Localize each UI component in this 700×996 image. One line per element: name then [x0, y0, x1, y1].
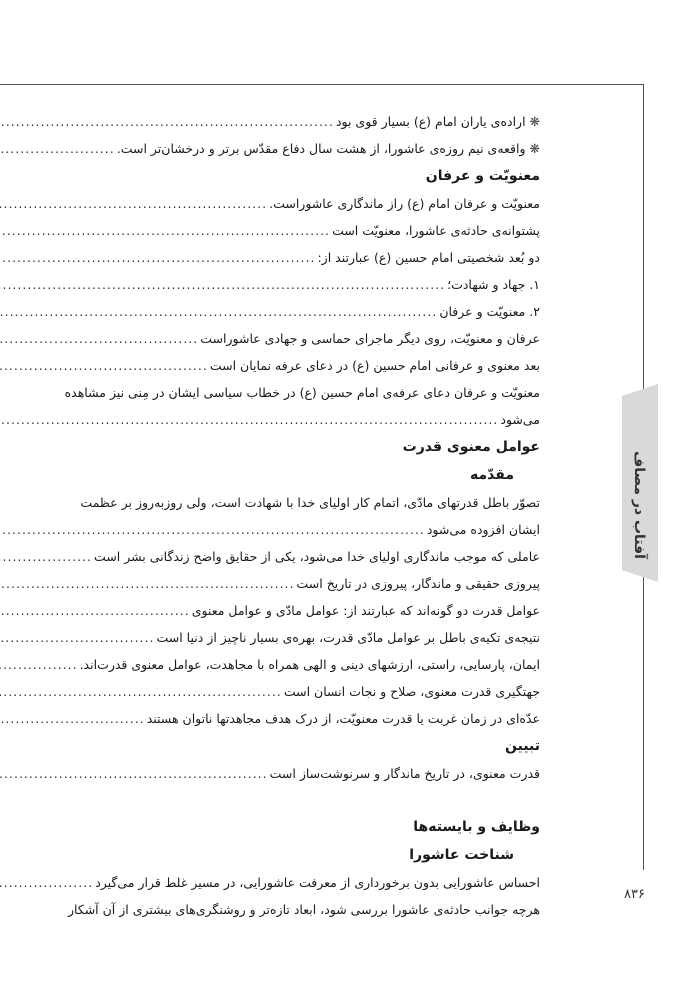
page-number: ۸۳۶ — [624, 887, 645, 902]
leader-dots — [0, 352, 210, 379]
index-entry — [100, 760, 540, 787]
index-entry — [100, 325, 540, 352]
index-entry — [100, 570, 540, 597]
entry-text-line: معنویّت و عرفان دعای عرفه‌ی امام حسین (ع) در خطاب سیاسی ایشان در مِنی نیز مشاهده — [64, 385, 540, 400]
leader-dots — [0, 760, 270, 787]
leader-dots — [0, 516, 427, 543]
leader-dots — [0, 271, 447, 298]
leader-dots — [0, 135, 117, 162]
index-entry — [79, 651, 540, 678]
entry-text: عوامل قدرت دو گونه‌اند که عبارتند از: عوامل مادّی و عوامل معنوی — [191, 603, 540, 618]
entry-text: عدّه‌ای در زمان غربت یا قدرت معنویّت، از درک هدف مجاهدتها ناتوان هستند — [146, 711, 540, 726]
section-heading: وظایف و بایسته‌ها — [413, 819, 540, 835]
subsection-heading: شناخت عاشورا — [409, 847, 514, 863]
bullet-icon: ❋ — [525, 114, 540, 129]
entry-text: ❋ اراده‌ی یاران امام (ع) بسیار قوی بود — [335, 114, 540, 129]
index-entry — [100, 135, 540, 162]
leader-dots — [0, 406, 500, 433]
entry-text: می‌شود — [500, 412, 540, 427]
subsection-heading: مقدّمه — [470, 467, 514, 483]
entry-text: قدرت معنوی، در تاریخ ماندگار و سرنوشت‌ساز است — [269, 766, 540, 781]
leader-dots — [0, 678, 284, 705]
entry-text: معنویّت و عرفان امام (ع) راز ماندگاری عاشوراست. — [269, 196, 540, 211]
chapter-side-tab-label: آفتاب در مصاف — [631, 451, 647, 559]
index-entry — [100, 298, 540, 325]
index-content — [64, 108, 540, 923]
index-entry — [100, 406, 540, 433]
entry-text: پشتوانه‌ی حادثه‌ی عاشورا، معنویّت است — [332, 223, 540, 238]
leader-dots — [0, 298, 439, 325]
index-entry — [95, 869, 540, 896]
entry-text: ۲. معنویّت و عرفان — [439, 304, 540, 319]
index-entry — [100, 190, 540, 217]
index-entry — [94, 543, 540, 570]
entry-text: پیروزی حقیقی و ماندگار، پیروزی در تاریخ است — [296, 576, 540, 591]
leader-dots — [0, 543, 94, 570]
leader-dots — [0, 651, 80, 678]
index-entry — [100, 678, 540, 705]
leader-dots — [0, 190, 269, 217]
leader-dots — [0, 217, 332, 244]
leader-dots — [0, 705, 147, 732]
index-entry — [100, 217, 540, 244]
entry-text: ایمان، پارسایی، راستی، ارزشهای دینی و الهی همراه با مجاهدت، عوامل معنوی قدرت‌اند. — [79, 657, 540, 672]
section-heading: عوامل معنوی قدرت — [402, 439, 540, 455]
section-heading: معنویّت و عرفان — [425, 168, 540, 184]
index-entry — [100, 624, 540, 651]
leader-dots — [0, 869, 95, 896]
entry-text: جهتگیری قدرت معنوی، صلاح و نجات انسان است — [283, 684, 540, 699]
section-heading: تبیین — [505, 738, 540, 754]
bullet-icon: ❋ — [525, 141, 540, 156]
entry-text: ❋ واقعه‌ی نیم روزه‌ی عاشورا، از هشت سال دفاع مقدّس برتر و درخشان‌تر است. — [116, 141, 540, 156]
entry-text: ایشان افزوده می‌شود — [426, 522, 540, 537]
index-entry — [100, 516, 540, 543]
entry-text: نتیجه‌ی تکیه‌ی باطل بر عوامل مادّی قدرت، بهره‌ی بسیار ناچیز از دنیا است — [156, 630, 540, 645]
index-entry — [100, 597, 540, 624]
entry-text: ۱. جهاد و شهادت؛ — [447, 277, 540, 292]
section-spacer — [100, 787, 540, 813]
leader-dots — [0, 108, 336, 135]
entry-text: عاملی که موجب ماندگاری اولیای خدا می‌شود، یکی از حقایق واضح زندگانی بشر است — [94, 549, 540, 564]
page-frame-top-rule — [0, 84, 643, 85]
entry-text: بعد معنوی و عرفانی امام حسین (ع) در دعای عرفه نمایان است — [209, 358, 540, 373]
index-entry — [100, 352, 540, 379]
leader-dots — [0, 244, 317, 271]
index-entry — [100, 244, 540, 271]
index-entry — [100, 271, 540, 298]
entry-text: دو بُعد شخصیتی امام حسین (ع) عبارتند از: — [317, 250, 540, 265]
leader-dots — [0, 597, 192, 624]
leader-dots — [0, 570, 297, 597]
leader-dots — [0, 624, 156, 651]
index-entry — [100, 705, 540, 732]
index-entry — [100, 108, 540, 135]
entry-text-line: تصوّر باطل قدرتهای مادّی، اتمام کار اولیای خدا با شهادت است، ولی روزبه‌روز بر عظمت — [80, 495, 540, 510]
entry-text: عرفان و معنویّت، روی دیگر ماجرای حماسی و جهادی عاشوراست — [200, 331, 540, 346]
entry-text-line: هرچه جوانب حادثه‌ی عاشورا بررسی شود، ابعاد تازه‌تر و روشنگری‌های بیشتری از آن آشکار — [67, 902, 540, 917]
leader-dots — [0, 325, 200, 352]
entry-text: احساس عاشورایی بدون برخورداری از معرفت عاشورایی، در مسیر غلط قرار می‌گیرد — [95, 875, 540, 890]
